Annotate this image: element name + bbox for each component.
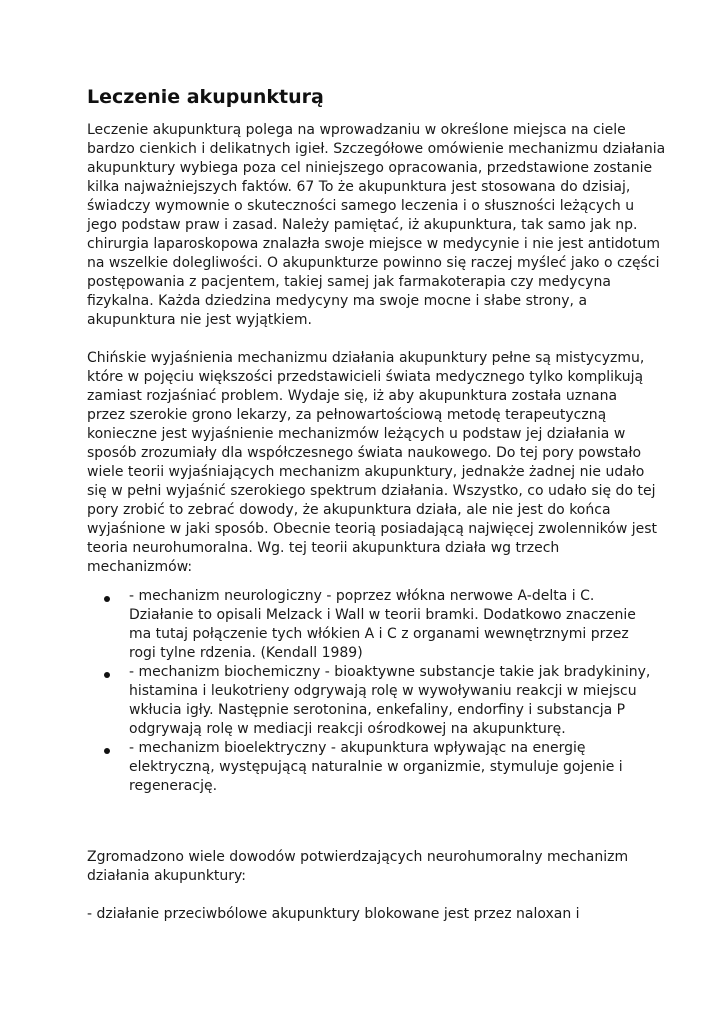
paragraph-line: kilka najważniejszych faktów. 67 To że akupunktura jest stosowana do dzisiaj, — [87, 179, 631, 195]
paragraph-line: przez szerokie grono lekarzy, za pełnowartościową metodę terapeutyczną — [87, 407, 607, 423]
paragraph-line: pory zrobić to zebrać dowody, że akupunktura działa, ale nie jest do końca — [87, 502, 611, 518]
bullet-icon — [104, 672, 110, 678]
list-item-line: odgrywają rolę w mediacji reakcji ośrodkowej na akupunkturę. — [129, 721, 566, 737]
paragraph-line: akupunktura nie jest wyjątkiem. — [87, 312, 312, 328]
paragraph-line: Leczenie akupunkturą polega na wprowadzaniu w określone miejsca na ciele — [87, 122, 626, 138]
paragraph-line: - działanie przeciwbólowe akupunktury blokowane jest przez naloxan i — [87, 906, 580, 922]
paragraph-line: które w pojęciu większości przedstawicieli świata medycznego tylko komplikują — [87, 369, 644, 385]
paragraph-line: chirurgia laparoskopowa znalazła swoje miejsce w medycynie i nie jest antidotum — [87, 236, 661, 252]
bullet-icon — [104, 596, 110, 602]
paragraph-line: Chińskie wyjaśnienia mechanizmu działania akupunktury pełne są mistycyzmu, — [87, 350, 645, 366]
paragraph-line: świadczy wymownie o skuteczności samego leczenia i o słuszności leżących u — [87, 198, 635, 214]
list-item-line: - mechanizm biochemiczny - bioaktywne substancje takie jak bradykininy, — [129, 664, 651, 680]
list-item-line: rogi tylne rdzenia. (Kendall 1989) — [129, 645, 363, 661]
paragraph-line: na wszelkie dolegliwości. O akupunkturze powinno się raczej myśleć jako o części — [87, 255, 660, 271]
paragraph-line: działania akupunktury: — [87, 868, 247, 884]
list-item-line: - mechanizm bioelektryczny - akupunktura wpływając na energię — [129, 740, 586, 756]
paragraph-line: wiele teorii wyjaśniających mechanizm akupunktury, jednakże żadnej nie udało — [87, 464, 645, 480]
list-item-line: histamina i leukotrieny odgrywają rolę w wywoływaniu reakcji w miejscu — [129, 683, 637, 699]
document-title: Leczenie akupunkturą — [87, 86, 324, 108]
list-item-line: wkłucia igły. Następnie serotonina, enkefaliny, endorfiny i substancja P — [129, 702, 626, 718]
paragraph-line: postępowania z pacjentem, takiej samej jak farmakoterapia czy medycyna — [87, 274, 611, 290]
paragraph-line: zamiast rozjaśniać problem. Wydaje się, iż aby akupunktura została uznana — [87, 388, 618, 404]
paragraph-line: bardzo cienkich i delikatnych igieł. Szczegółowe omówienie mechanizmu działania — [87, 141, 666, 157]
paragraph-line: sposób zrozumiały dla współczesnego świata naukowego. Do tej pory powstało — [87, 445, 642, 461]
paragraph-line: akupunktury wybiega poza cel niniejszego opracowania, przedstawione zostanie — [87, 160, 653, 176]
paragraph-line: wyjaśnione w jaki sposób. Obecnie teorią posiadającą najwięcej zwolenników jest — [87, 521, 658, 537]
paragraph-line: Zgromadzono wiele dowodów potwierdzających neurohumoralny mechanizm — [87, 849, 629, 865]
paragraph-line: jego podstaw praw i zasad. Należy pamiętać, iż akupunktura, tak samo jak np. — [87, 217, 638, 233]
paragraph-line: konieczne jest wyjaśnienie mechanizmów leżących u podstaw jej działania w — [87, 426, 626, 442]
list-item-line: Działanie to opisali Melzack i Wall w teorii bramki. Dodatkowo znaczenie — [129, 607, 636, 623]
list-item-line: elektryczną, występującą naturalnie w organizmie, stymuluje gojenie i — [129, 759, 623, 775]
paragraph-line: fizykalna. Każda dziedzina medycyny ma swoje mocne i słabe strony, a — [87, 293, 588, 309]
list-item-line: ma tutaj połączenie tych włókien A i C z organami wewnętrznymi przez — [129, 626, 629, 642]
paragraph-line: mechanizmów: — [87, 559, 193, 575]
list-item-line: - mechanizm neurologiczny - poprzez włókna nerwowe A-delta i C. — [129, 588, 595, 604]
paragraph-line: teoria neurohumoralna. Wg. tej teorii akupunktura działa wg trzech — [87, 540, 560, 556]
paragraph-line: się w pełni wyjaśnić szerokiego spektrum działania. Wszystko, co udało się do tej — [87, 483, 656, 499]
bullet-icon — [104, 748, 110, 754]
list-item-line: regenerację. — [129, 778, 218, 794]
